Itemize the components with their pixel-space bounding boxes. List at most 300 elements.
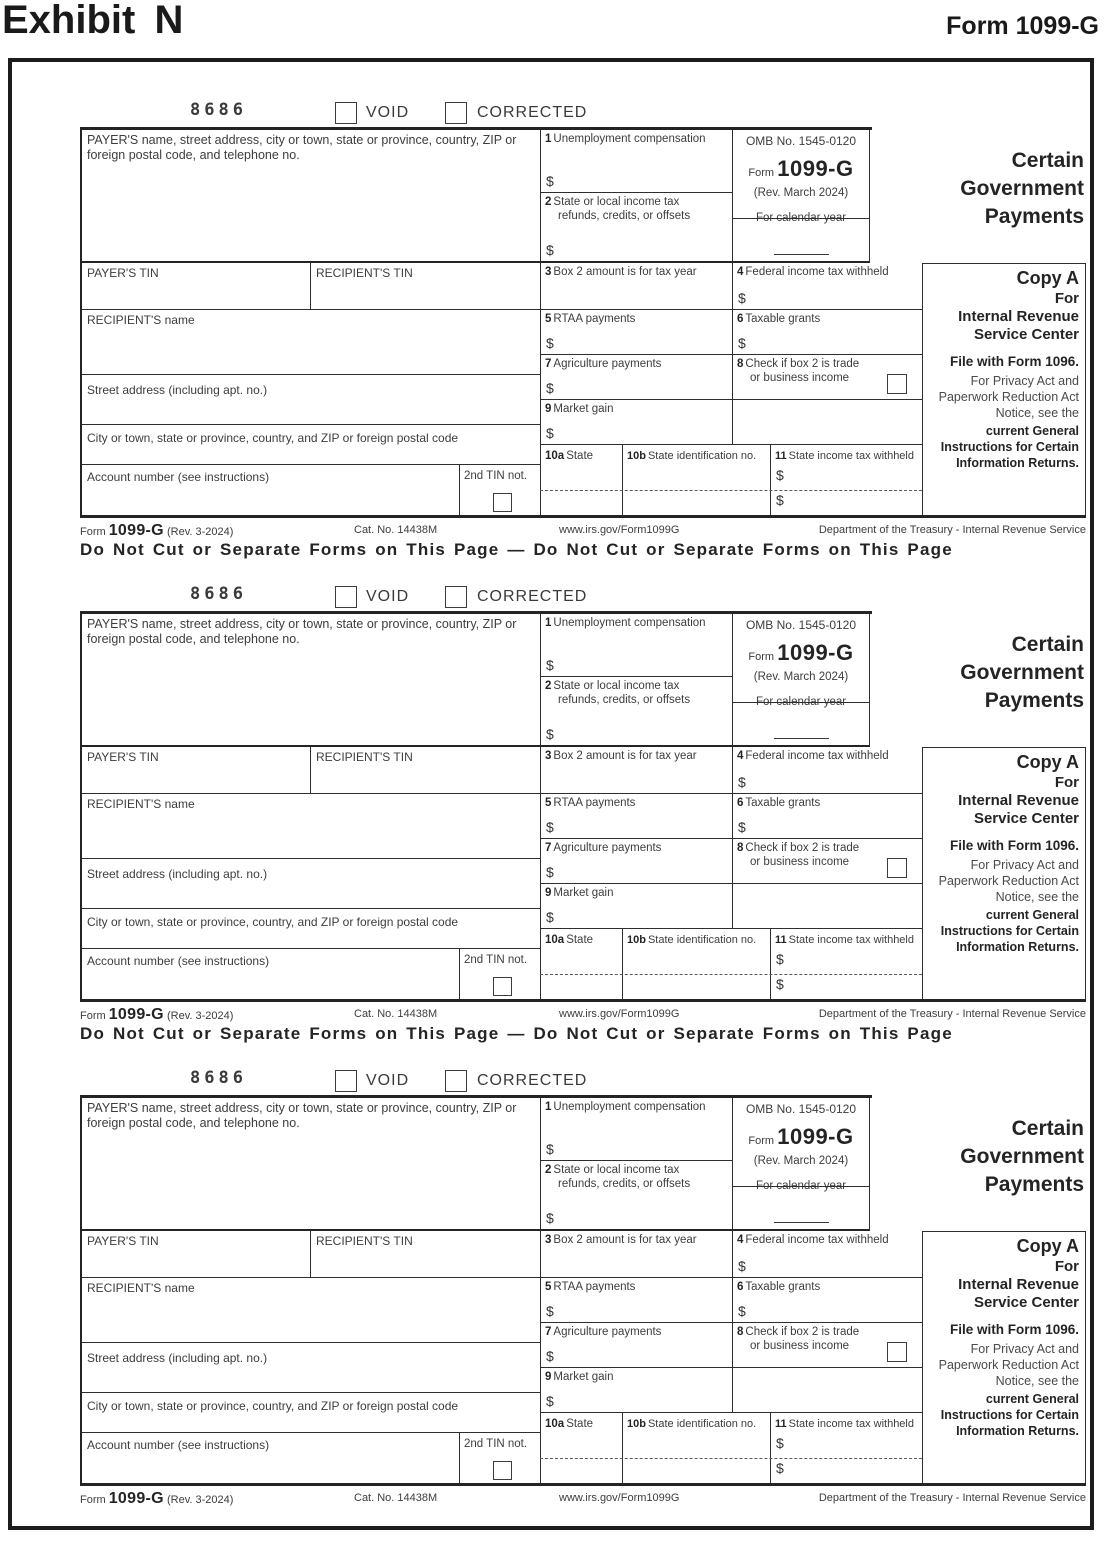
box8-label: Check if box 2 is trade or business income xyxy=(745,358,860,384)
payer-info-label: PAYER'S name, street address, city or town, state or province, country, ZIP or foreign postal code, and telephone no. xyxy=(87,1101,517,1130)
footer-form-word: Form xyxy=(80,1010,106,1022)
box11-dollar-sign-top: $ xyxy=(776,467,784,483)
form-word: Form xyxy=(748,167,775,179)
general-instructions-note: current General Instructions for Certain Information Returns. xyxy=(940,1392,1079,1438)
box9-dollar-sign: $ xyxy=(546,909,554,925)
payer-tin-label: PAYER'S TIN xyxy=(87,750,159,764)
recipient-tin-cell[interactable] xyxy=(311,747,540,794)
box9-dollar-sign: $ xyxy=(546,425,554,441)
recipient-name-cell[interactable] xyxy=(80,794,540,859)
copy-a-irs-line1: Internal Revenue xyxy=(958,792,1079,809)
form-title-line2: Government xyxy=(960,177,1084,200)
box6-taxable-grants-cell[interactable] xyxy=(732,1278,922,1323)
box7-number: 7 xyxy=(545,1326,552,1338)
form-footer xyxy=(80,519,1086,539)
box3-label: Box 2 amount is for tax year xyxy=(553,750,697,762)
box6-taxable-grants-cell[interactable] xyxy=(732,794,922,839)
box5-label: RTAA payments xyxy=(553,1281,636,1293)
second-tin-cell xyxy=(460,949,540,999)
box4-federal-tax-cell[interactable] xyxy=(732,1231,922,1278)
box9-label: Market gain xyxy=(553,1371,614,1383)
box7-label: Agriculture payments xyxy=(553,358,662,370)
box7-agriculture-cell[interactable] xyxy=(540,839,732,884)
box8-trade-income-cell xyxy=(732,1323,922,1368)
box10b-number: 10b xyxy=(627,1418,646,1430)
form-print-code: 8686 xyxy=(190,1068,247,1088)
box5-dollar-sign: $ xyxy=(546,1303,554,1319)
box4-label: Federal income tax withheld xyxy=(745,1234,889,1246)
do-not-cut-separator: Do Not Cut or Separate Forms on This Page — Do Not Cut or Separate Forms on This Page xyxy=(80,540,953,559)
city-state-zip-cell[interactable] xyxy=(80,425,540,465)
box10a-label: State xyxy=(566,934,594,946)
void-checkbox[interactable] xyxy=(335,102,357,124)
box5-number: 5 xyxy=(545,313,552,325)
box2-refunds-cell[interactable] xyxy=(540,1161,732,1231)
box5-dollar-sign: $ xyxy=(546,335,554,351)
box5-dollar-sign: $ xyxy=(546,819,554,835)
box10a-state-cell[interactable] xyxy=(540,1413,622,1483)
copy-a-irs-line2: Service Center xyxy=(973,326,1079,343)
street-address-label: Street address (including apt. no.) xyxy=(87,1351,268,1365)
form-title xyxy=(870,631,1084,715)
omb-cell xyxy=(732,1098,870,1231)
street-address-label: Street address (including apt. no.) xyxy=(87,383,268,397)
payer-info-cell[interactable] xyxy=(80,614,540,747)
second-tin-cell xyxy=(460,1433,540,1483)
table-bottom-rule xyxy=(80,1483,1086,1486)
omb-cell xyxy=(732,614,870,747)
box6-dollar-sign: $ xyxy=(738,819,746,835)
box11-dollar-sign-top: $ xyxy=(776,951,784,967)
footer-irs-url: www.irs.gov/Form1099G xyxy=(559,524,680,536)
copy-a-irs-line1: Internal Revenue xyxy=(958,308,1079,325)
second-tin-checkbox[interactable] xyxy=(493,493,512,512)
recipient-tin-label: RECIPIENT'S TIN xyxy=(316,750,413,764)
city-state-zip-label: City or town, state or province, country, and ZIP or foreign postal code xyxy=(87,1399,459,1413)
box5-label: RTAA payments xyxy=(553,797,636,809)
box9-market-gain-cell[interactable] xyxy=(540,1368,732,1413)
box10b-state-id-cell[interactable] xyxy=(622,1413,770,1483)
box5-label: RTAA payments xyxy=(553,313,636,325)
box10b-number: 10b xyxy=(627,450,646,462)
box10b-state-id-cell[interactable] xyxy=(622,445,770,515)
box4-number: 4 xyxy=(737,750,744,762)
corrected-label: CORRECTED xyxy=(477,104,588,121)
box4-dollar-sign: $ xyxy=(738,1258,746,1274)
state-row-dashed-divider xyxy=(540,490,922,491)
second-tin-label: 2nd TIN not. xyxy=(464,1438,528,1450)
general-instructions-note: current General Instructions for Certain Information Returns. xyxy=(940,424,1079,470)
footer-department: Department of the Treasury - Internal Revenue Service xyxy=(818,1492,1086,1504)
copy-a-irs-line2: Service Center xyxy=(973,1294,1079,1311)
box9-number: 9 xyxy=(545,887,552,899)
city-state-zip-cell[interactable] xyxy=(80,909,540,949)
box2-dollar-sign: $ xyxy=(546,726,554,742)
form-revision: (Rev. March 2024) xyxy=(753,671,849,683)
box2-refunds-cell[interactable] xyxy=(540,193,732,263)
account-number-label: Account number (see instructions) xyxy=(87,1438,270,1452)
box6-taxable-grants-cell[interactable] xyxy=(732,310,922,355)
payer-info-label: PAYER'S name, street address, city or town, state or province, country, ZIP or foreign postal code, and telephone no. xyxy=(87,133,517,162)
box9-label: Market gain xyxy=(553,403,614,415)
box3-label: Box 2 amount is for tax year xyxy=(553,266,697,278)
void-checkbox[interactable] xyxy=(335,1070,357,1092)
account-number-cell[interactable] xyxy=(80,1433,460,1483)
form-title-line1: Certain xyxy=(1011,633,1084,656)
box1-unemployment-cell[interactable] xyxy=(540,130,732,193)
copy-a-label: Copy A xyxy=(1016,1236,1079,1256)
footer-irs-url: www.irs.gov/Form1099G xyxy=(559,1492,680,1504)
box11-dollar-sign-bottom: $ xyxy=(776,492,784,508)
calendar-year-blank[interactable] xyxy=(774,1222,829,1223)
box10a-label: State xyxy=(566,450,594,462)
box2-dollar-sign: $ xyxy=(546,1210,554,1226)
header-form-reference: Form 1099-G xyxy=(946,12,1099,40)
box2-number: 2 xyxy=(545,1164,552,1176)
box11-state-tax-cell[interactable] xyxy=(770,1413,922,1483)
city-state-zip-label: City or town, state or province, country, and ZIP or foreign postal code xyxy=(87,915,459,929)
form-number-line xyxy=(733,1124,869,1150)
box4-dollar-sign: $ xyxy=(738,290,746,306)
city-state-zip-cell[interactable] xyxy=(80,1393,540,1433)
box11-number: 11 xyxy=(775,450,787,462)
recipient-tin-label: RECIPIENT'S TIN xyxy=(316,266,413,280)
footer-form-word: Form xyxy=(80,526,106,538)
second-tin-checkbox[interactable] xyxy=(493,1461,512,1480)
second-tin-label: 2nd TIN not. xyxy=(464,470,528,482)
box5-number: 5 xyxy=(545,1281,552,1293)
box6-dollar-sign: $ xyxy=(738,1303,746,1319)
empty-cell xyxy=(732,400,922,445)
box2-number: 2 xyxy=(545,680,552,692)
box10a-number: 10a xyxy=(545,1418,565,1430)
box8-label: Check if box 2 is trade or business income xyxy=(745,1326,860,1352)
copy-a-cell xyxy=(922,747,1086,999)
form-header-row xyxy=(80,95,1086,127)
payer-tin-cell[interactable] xyxy=(80,263,311,310)
box4-label: Federal income tax withheld xyxy=(745,266,889,278)
form-revision: (Rev. March 2024) xyxy=(753,1155,849,1167)
recipient-tin-cell[interactable] xyxy=(311,1231,540,1278)
box6-number: 6 xyxy=(737,313,744,325)
box5-rtaa-cell[interactable] xyxy=(540,794,732,839)
box11-label: State income tax withheld xyxy=(788,1418,914,1430)
box1-label: Unemployment compensation xyxy=(553,133,706,145)
box8-checkbox[interactable] xyxy=(887,1342,907,1362)
corrected-checkbox[interactable] xyxy=(445,102,467,124)
table-bottom-rule xyxy=(80,515,1086,518)
form-number: 1099-G xyxy=(777,1124,854,1149)
state-row-dashed-divider xyxy=(540,974,922,975)
void-label: VOID xyxy=(366,588,410,605)
box3-tax-year-cell[interactable] xyxy=(540,1231,732,1278)
copy-a-for: For xyxy=(1054,1258,1079,1275)
street-address-cell[interactable] xyxy=(80,859,540,909)
footer-form-word: Form xyxy=(80,1494,106,1506)
form-word: Form xyxy=(748,651,775,663)
form-title-line3: Payments xyxy=(984,205,1084,228)
box6-number: 6 xyxy=(737,1281,744,1293)
box7-agriculture-cell[interactable] xyxy=(540,1323,732,1368)
box10a-number: 10a xyxy=(545,450,565,462)
form-header-row xyxy=(80,579,1086,611)
calendar-year-label: For calendar year xyxy=(755,696,847,708)
box8-checkbox[interactable] xyxy=(887,858,907,878)
omb-divider-line xyxy=(733,702,869,703)
void-label: VOID xyxy=(366,104,410,121)
second-tin-label: 2nd TIN not. xyxy=(464,954,528,966)
form-title-line1: Certain xyxy=(1011,149,1084,172)
box1-dollar-sign: $ xyxy=(546,173,554,189)
second-tin-checkbox[interactable] xyxy=(493,977,512,996)
footer-cat-number: Cat. No. 14438M xyxy=(354,524,438,536)
form-number-line xyxy=(733,640,869,666)
form-table xyxy=(80,611,1086,1002)
form-title xyxy=(870,147,1084,231)
copy-a-label: Copy A xyxy=(1016,752,1079,772)
box3-tax-year-cell[interactable] xyxy=(540,263,732,310)
form-page-border xyxy=(8,58,1094,1530)
box1-dollar-sign: $ xyxy=(546,657,554,673)
footer-revision: (Rev. 3-2024) xyxy=(166,1010,234,1022)
file-with-form-1096: File with Form 1096. xyxy=(949,838,1079,853)
payer-tin-cell[interactable] xyxy=(80,747,311,794)
box3-number: 3 xyxy=(545,1234,552,1246)
box4-federal-tax-cell[interactable] xyxy=(732,263,922,310)
form-footer xyxy=(80,1003,1086,1023)
box1-number: 1 xyxy=(545,133,552,145)
box11-dollar-sign-bottom: $ xyxy=(776,1460,784,1476)
payer-tin-cell[interactable] xyxy=(80,1231,311,1278)
form-print-code: 8686 xyxy=(190,584,247,604)
second-tin-cell xyxy=(460,465,540,515)
footer-revision: (Rev. 3-2024) xyxy=(166,526,234,538)
payer-info-cell[interactable] xyxy=(80,1098,540,1231)
file-with-form-1096: File with Form 1096. xyxy=(949,1322,1079,1337)
box10a-state-cell[interactable] xyxy=(540,445,622,515)
privacy-act-notice: For Privacy Act and Paperwork Reduction Act Notice, see the xyxy=(938,374,1079,420)
corrected-label: CORRECTED xyxy=(477,1072,588,1089)
form-title-line3: Payments xyxy=(984,1173,1084,1196)
box6-number: 6 xyxy=(737,797,744,809)
footer-form-number: 1099-G xyxy=(108,1490,164,1507)
street-address-cell[interactable] xyxy=(80,375,540,425)
footer-form-number: 1099-G xyxy=(108,1006,164,1023)
box7-label: Agriculture payments xyxy=(553,842,662,854)
box7-agriculture-cell[interactable] xyxy=(540,355,732,400)
box7-number: 7 xyxy=(545,842,552,854)
box11-state-tax-cell[interactable] xyxy=(770,929,922,999)
box2-label: State or local income tax refunds, credits, or offsets xyxy=(553,196,691,222)
box4-federal-tax-cell[interactable] xyxy=(732,747,922,794)
box11-number: 11 xyxy=(775,934,787,946)
box10b-label: State identification no. xyxy=(647,450,757,462)
form-title-line3: Payments xyxy=(984,689,1084,712)
form-table xyxy=(80,127,1086,518)
box11-dollar-sign-top: $ xyxy=(776,1435,784,1451)
box4-dollar-sign: $ xyxy=(738,774,746,790)
box8-trade-income-cell xyxy=(732,355,922,400)
payer-info-cell[interactable] xyxy=(80,130,540,263)
box6-label: Taxable grants xyxy=(745,313,821,325)
box5-rtaa-cell[interactable] xyxy=(540,310,732,355)
box8-trade-income-cell xyxy=(732,839,922,884)
do-not-cut-separator: Do Not Cut or Separate Forms on This Page — Do Not Cut or Separate Forms on This Page xyxy=(80,1024,953,1043)
calendar-year-blank[interactable] xyxy=(774,254,829,255)
box8-number: 8 xyxy=(737,1326,744,1338)
copy-a-cell xyxy=(922,263,1086,515)
footer-cat-number: Cat. No. 14438M xyxy=(354,1492,438,1504)
recipient-tin-label: RECIPIENT'S TIN xyxy=(316,1234,413,1248)
form-number: 1099-G xyxy=(777,640,854,665)
box1-unemployment-cell[interactable] xyxy=(540,1098,732,1161)
omb-number: OMB No. 1545-0120 xyxy=(745,618,857,632)
table-bottom-rule xyxy=(80,999,1086,1002)
calendar-year-label: For calendar year xyxy=(755,212,847,224)
recipient-name-label: RECIPIENT'S name xyxy=(87,797,195,811)
account-number-label: Account number (see instructions) xyxy=(87,954,270,968)
omb-number: OMB No. 1545-0120 xyxy=(745,1102,857,1116)
form-number: 1099-G xyxy=(777,156,854,181)
box1-number: 1 xyxy=(545,617,552,629)
form-title-line2: Government xyxy=(960,661,1084,684)
footer-form-id xyxy=(80,1006,233,1024)
box7-number: 7 xyxy=(545,358,552,370)
box6-dollar-sign: $ xyxy=(738,335,746,351)
box8-number: 8 xyxy=(737,842,744,854)
copy-a-cell xyxy=(922,1231,1086,1483)
street-address-cell[interactable] xyxy=(80,1343,540,1393)
file-with-form-1096: File with Form 1096. xyxy=(949,354,1079,369)
box11-number: 11 xyxy=(775,1418,787,1430)
void-checkbox[interactable] xyxy=(335,586,357,608)
box2-refunds-cell[interactable] xyxy=(540,677,732,747)
corrected-checkbox[interactable] xyxy=(445,1070,467,1092)
void-label: VOID xyxy=(366,1072,410,1089)
recipient-name-label: RECIPIENT'S name xyxy=(87,313,195,327)
footer-irs-url: www.irs.gov/Form1099G xyxy=(559,1008,680,1020)
footer-cat-number: Cat. No. 14438M xyxy=(354,1008,438,1020)
box5-number: 5 xyxy=(545,797,552,809)
box10b-label: State identification no. xyxy=(647,1418,757,1430)
copy-a-irs-line2: Service Center xyxy=(973,810,1079,827)
corrected-label: CORRECTED xyxy=(477,588,588,605)
footer-revision: (Rev. 3-2024) xyxy=(166,1494,234,1506)
box6-label: Taxable grants xyxy=(745,1281,821,1293)
box7-label: Agriculture payments xyxy=(553,1326,662,1338)
payer-tin-label: PAYER'S TIN xyxy=(87,1234,159,1248)
box10a-label: State xyxy=(566,1418,594,1430)
calendar-year-label: For calendar year xyxy=(755,1180,847,1192)
box9-number: 9 xyxy=(545,1371,552,1383)
box11-label: State income tax withheld xyxy=(788,450,914,462)
box11-state-tax-cell[interactable] xyxy=(770,445,922,515)
box5-rtaa-cell[interactable] xyxy=(540,1278,732,1323)
form-word: Form xyxy=(748,1135,775,1147)
general-instructions-note: current General Instructions for Certain Information Returns. xyxy=(940,908,1079,954)
copy-a-for: For xyxy=(1054,774,1079,791)
copy-a-label: Copy A xyxy=(1016,268,1079,288)
box2-label: State or local income tax refunds, credits, or offsets xyxy=(553,1164,691,1190)
form-1099g-copy xyxy=(80,1063,1086,1509)
box7-dollar-sign: $ xyxy=(546,864,554,880)
box3-number: 3 xyxy=(545,266,552,278)
box7-dollar-sign: $ xyxy=(546,1348,554,1364)
box3-tax-year-cell[interactable] xyxy=(540,747,732,794)
box10b-state-id-cell[interactable] xyxy=(622,929,770,999)
box10b-label: State identification no. xyxy=(647,934,757,946)
form-footer xyxy=(80,1487,1086,1507)
box1-dollar-sign: $ xyxy=(546,1141,554,1157)
box1-unemployment-cell[interactable] xyxy=(540,614,732,677)
payer-info-label: PAYER'S name, street address, city or town, state or province, country, ZIP or foreign postal code, and telephone no. xyxy=(87,617,517,646)
city-state-zip-label: City or town, state or province, country, and ZIP or foreign postal code xyxy=(87,431,459,445)
recipient-tin-cell[interactable] xyxy=(311,263,540,310)
footer-form-id xyxy=(80,1490,233,1508)
copy-a-irs-line1: Internal Revenue xyxy=(958,1276,1079,1293)
account-number-cell[interactable] xyxy=(80,465,460,515)
form-print-code: 8686 xyxy=(190,100,247,120)
recipient-name-cell[interactable] xyxy=(80,310,540,375)
recipient-name-label: RECIPIENT'S name xyxy=(87,1281,195,1295)
footer-form-id xyxy=(80,522,233,540)
omb-divider-line xyxy=(733,1186,869,1187)
box11-dollar-sign-bottom: $ xyxy=(776,976,784,992)
omb-divider-line xyxy=(733,218,869,219)
box7-dollar-sign: $ xyxy=(546,380,554,396)
box9-dollar-sign: $ xyxy=(546,1393,554,1409)
box2-label: State or local income tax refunds, credits, or offsets xyxy=(553,680,691,706)
box4-number: 4 xyxy=(737,1234,744,1246)
omb-cell xyxy=(732,130,870,263)
copy-a-for: For xyxy=(1054,290,1079,307)
box1-label: Unemployment compensation xyxy=(553,1101,706,1113)
form-title-line2: Government xyxy=(960,1145,1084,1168)
box9-market-gain-cell[interactable] xyxy=(540,884,732,929)
exhibit-title: Exhibit N xyxy=(2,0,184,42)
street-address-label: Street address (including apt. no.) xyxy=(87,867,268,881)
state-row-dashed-divider xyxy=(540,1458,922,1459)
privacy-act-notice: For Privacy Act and Paperwork Reduction Act Notice, see the xyxy=(938,858,1079,904)
box8-checkbox[interactable] xyxy=(887,374,907,394)
form-1099g-copy xyxy=(80,579,1086,1025)
corrected-checkbox[interactable] xyxy=(445,586,467,608)
box1-label: Unemployment compensation xyxy=(553,617,706,629)
calendar-year-blank[interactable] xyxy=(774,738,829,739)
box9-label: Market gain xyxy=(553,887,614,899)
recipient-name-cell[interactable] xyxy=(80,1278,540,1343)
box3-label: Box 2 amount is for tax year xyxy=(553,1234,697,1246)
box6-label: Taxable grants xyxy=(745,797,821,809)
omb-number: OMB No. 1545-0120 xyxy=(745,134,857,148)
account-number-cell[interactable] xyxy=(80,949,460,999)
box10a-state-cell[interactable] xyxy=(540,929,622,999)
account-number-label: Account number (see instructions) xyxy=(87,470,270,484)
form-1099g-copy xyxy=(80,95,1086,541)
footer-department: Department of the Treasury - Internal Revenue Service xyxy=(818,524,1086,536)
form-header-row xyxy=(80,1063,1086,1095)
form-title xyxy=(870,1115,1084,1199)
footer-form-number: 1099-G xyxy=(108,522,164,539)
box2-number: 2 xyxy=(545,196,552,208)
box4-label: Federal income tax withheld xyxy=(745,750,889,762)
empty-cell xyxy=(732,1368,922,1413)
form-table xyxy=(80,1095,1086,1486)
box10b-number: 10b xyxy=(627,934,646,946)
box9-number: 9 xyxy=(545,403,552,415)
box1-number: 1 xyxy=(545,1101,552,1113)
box9-market-gain-cell[interactable] xyxy=(540,400,732,445)
